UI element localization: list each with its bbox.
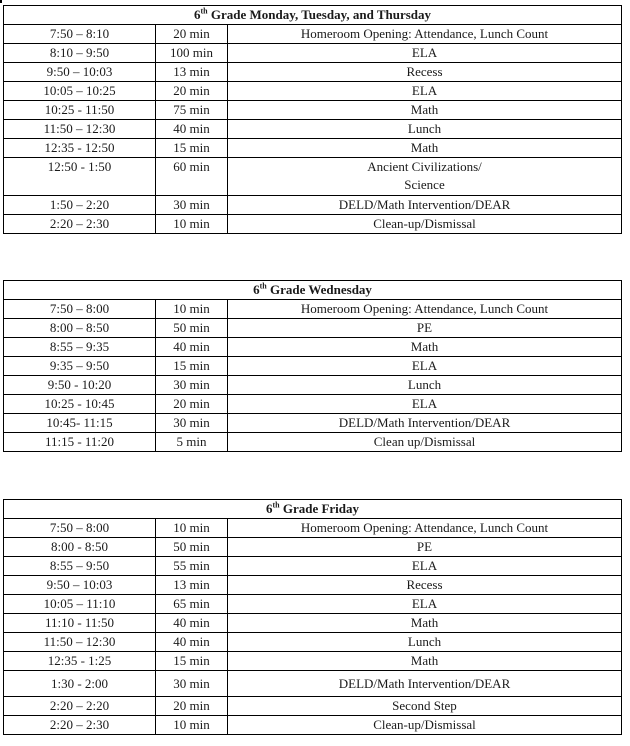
activity-cell: ELA [228,557,622,576]
duration-cell: 15 min [156,139,228,158]
time-cell: 10:25 - 11:50 [4,101,156,120]
time-cell: 9:50 - 10:20 [4,376,156,395]
time-cell: 10:45- 11:15 [4,414,156,433]
table-row [4,63,622,82]
duration-cell: 5 min [156,433,228,452]
activity-cell: Lunch [228,633,622,652]
activity-cell: Recess [228,63,622,82]
duration-cell: 20 min [156,82,228,101]
time-cell: 9:35 – 9:50 [4,357,156,376]
time-cell: 9:50 – 10:03 [4,63,156,82]
time-cell: 10:25 - 10:45 [4,395,156,414]
table-row [4,376,622,395]
duration-cell: 30 min [156,671,228,697]
duration-cell: 30 min [156,414,228,433]
duration-cell: 20 min [156,25,228,44]
duration-cell: 40 min [156,614,228,633]
table-title: 6th Grade Wednesday [4,281,622,300]
time-cell: 12:50 - 1:50 [4,158,156,196]
activity-cell: Clean-up/Dismissal [228,716,622,735]
activity-cell: ELA [228,357,622,376]
table-row [4,414,622,433]
table-row [4,357,622,376]
activity-cell: Clean up/Dismissal [228,433,622,452]
duration-cell: 20 min [156,395,228,414]
time-cell: 8:00 - 8:50 [4,538,156,557]
schedule-table-friday [3,499,622,735]
time-cell: 11:50 – 12:30 [4,120,156,139]
table-row [4,614,622,633]
duration-cell: 10 min [156,716,228,735]
duration-cell: 40 min [156,633,228,652]
time-cell: 11:50 – 12:30 [4,633,156,652]
time-cell: 2:20 – 2:30 [4,716,156,735]
time-cell: 8:10 – 9:50 [4,44,156,63]
table-row [4,120,622,139]
table-row [4,652,622,671]
duration-cell: 10 min [156,300,228,319]
table-row [4,319,622,338]
time-cell: 7:50 – 8:10 [4,25,156,44]
table-row [4,576,622,595]
table-row [4,82,622,101]
corner-mark [0,0,2,3]
activity-cell: Clean-up/Dismissal [228,215,622,234]
table-row [4,300,622,319]
duration-cell: 13 min [156,576,228,595]
duration-cell: 10 min [156,215,228,234]
duration-cell: 50 min [156,319,228,338]
time-cell: 9:50 – 10:03 [4,576,156,595]
duration-cell: 15 min [156,357,228,376]
schedule-table-wednesday [3,280,622,452]
time-cell: 8:00 – 8:50 [4,319,156,338]
time-cell: 8:55 – 9:50 [4,557,156,576]
duration-cell: 40 min [156,120,228,139]
table-row [4,215,622,234]
duration-cell: 20 min [156,697,228,716]
duration-cell: 30 min [156,376,228,395]
time-cell: 10:05 – 10:25 [4,82,156,101]
time-cell: 12:35 - 12:50 [4,139,156,158]
time-cell: 11:15 - 11:20 [4,433,156,452]
table-title: 6th Grade Monday, Tuesday, and Thursday [4,6,622,25]
table-row [4,538,622,557]
table-row [4,101,622,120]
duration-cell: 55 min [156,557,228,576]
duration-cell: 65 min [156,595,228,614]
activity-cell: Math [228,652,622,671]
activity-cell: ELA [228,395,622,414]
activity-cell: Ancient Civilizations/ Science [228,158,622,196]
duration-cell: 40 min [156,338,228,357]
activity-cell: PE [228,319,622,338]
activity-cell: DELD/Math Intervention/DEAR [228,414,622,433]
activity-cell: Homeroom Opening: Attendance, Lunch Count [228,300,622,319]
table-row [4,158,622,196]
time-cell: 10:05 – 11:10 [4,595,156,614]
activity-cell: Homeroom Opening: Attendance, Lunch Count [228,25,622,44]
time-cell: 12:35 - 1:25 [4,652,156,671]
schedule-table-mon-tue-thu [3,5,622,234]
activity-cell: Math [228,614,622,633]
time-cell: 2:20 – 2:30 [4,215,156,234]
table-title-row [4,500,622,519]
table-title-row [4,6,622,25]
activity-cell: PE [228,538,622,557]
table-row [4,25,622,44]
duration-cell: 30 min [156,196,228,215]
table-title-row [4,281,622,300]
time-cell: 1:30 - 2:00 [4,671,156,697]
activity-cell: Math [228,338,622,357]
time-cell: 1:50 – 2:20 [4,196,156,215]
table-row [4,557,622,576]
time-cell: 2:20 – 2:20 [4,697,156,716]
table-row [4,697,622,716]
table-row [4,433,622,452]
table-row [4,44,622,63]
activity-cell: Recess [228,576,622,595]
duration-cell: 100 min [156,44,228,63]
activity-cell: Homeroom Opening: Attendance, Lunch Count [228,519,622,538]
activity-cell: DELD/Math Intervention/DEAR [228,671,622,697]
duration-cell: 10 min [156,519,228,538]
time-cell: 7:50 – 8:00 [4,519,156,538]
activity-cell: ELA [228,44,622,63]
duration-cell: 60 min [156,158,228,196]
table-row [4,595,622,614]
table-row [4,633,622,652]
time-cell: 8:55 – 9:35 [4,338,156,357]
duration-cell: 13 min [156,63,228,82]
activity-cell: Math [228,139,622,158]
table-row [4,671,622,697]
table-row [4,716,622,735]
duration-cell: 75 min [156,101,228,120]
table-title: 6th Grade Friday [4,500,622,519]
duration-cell: 50 min [156,538,228,557]
table-row [4,338,622,357]
table-row [4,519,622,538]
activity-cell: Lunch [228,376,622,395]
table-row [4,139,622,158]
duration-cell: 15 min [156,652,228,671]
activity-cell: Second Step [228,697,622,716]
activity-cell: DELD/Math Intervention/DEAR [228,196,622,215]
table-row [4,395,622,414]
activity-cell: Math [228,101,622,120]
activity-cell: ELA [228,82,622,101]
table-row [4,196,622,215]
activity-cell: Lunch [228,120,622,139]
activity-cell: ELA [228,595,622,614]
time-cell: 11:10 - 11:50 [4,614,156,633]
time-cell: 7:50 – 8:00 [4,300,156,319]
